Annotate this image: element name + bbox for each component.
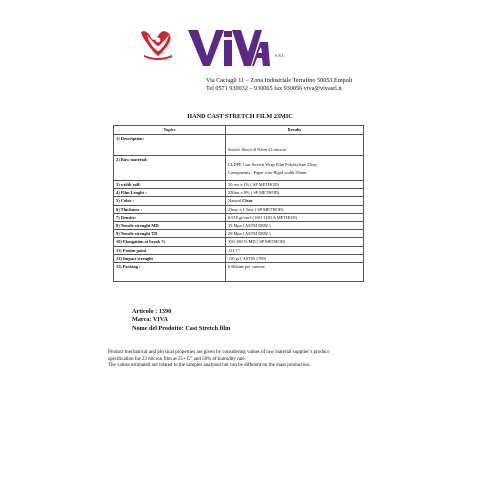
- topic-cell: 6) Thickness :: [114, 205, 226, 213]
- topic-cell: 9) Tensile strenght TD: [114, 230, 226, 238]
- topic-cell: 2) Raw material:: [114, 156, 226, 181]
- table-row: [114, 189, 364, 197]
- topic-cell: 3) width roll:: [114, 181, 226, 189]
- brand-suffix: S.R.L.: [275, 53, 286, 58]
- table-row: [114, 197, 364, 205]
- result-cell: 28 Mpa ( ASTM D882 ): [226, 230, 364, 238]
- table-row: [114, 135, 364, 156]
- table-row: [114, 181, 364, 189]
- company-address: Via Caciagli 11 – Zona Industriale Terrafino 50053 Empoli: [206, 77, 353, 84]
- table-row: [114, 222, 364, 230]
- table-row: [114, 263, 364, 282]
- result-cell: 50 cm ± 1% ( SP METHOD): [226, 181, 364, 189]
- topic-cell: 4) Film Lenght :: [114, 189, 226, 197]
- footnote-line: specification for 23 micron film at 25+ C° and 50% of humidity rate.: [108, 356, 246, 362]
- result-cell: 121 C°: [226, 246, 364, 254]
- table-header-row: [114, 126, 364, 135]
- article-number: Articolo : 1390: [132, 308, 172, 315]
- result-cell: 6 Bobine per cartone: [226, 263, 364, 282]
- result-cell: [226, 135, 364, 156]
- result-text: LLDPE Cast Stretch Wrap Film Polyetylene 23my: [228, 162, 318, 167]
- result-text: Components : Paper core Rigid width 50mm: [228, 170, 307, 176]
- result-text-bold: Clear: [242, 198, 253, 204]
- footnote-line: Product mechanical and physical properties are given by considering values of raw material supplier’s product: [108, 350, 329, 355]
- footnote: [108, 350, 329, 370]
- table-row: [114, 156, 364, 181]
- table-row: [114, 246, 364, 254]
- result-cell: 350-180 % MD ( SP METHOD): [226, 238, 364, 246]
- topic-cell: 11) Packing :: [114, 263, 226, 282]
- result-cell: 23my ± 1.5my ( SP METHOD): [226, 205, 364, 213]
- footnote-line: The values estimated are related to the samples analysed but can be different on the mass production.: [108, 363, 311, 369]
- result-cell: 250mt ± 8% ( SP METHOD): [226, 189, 364, 197]
- table-row: [114, 238, 364, 246]
- result-text: Natural: [228, 198, 243, 204]
- topic-cell: 5) Color :: [114, 197, 226, 205]
- topic-cell: 8) Tensile strenght MD: [114, 222, 226, 230]
- table-row: [114, 213, 364, 221]
- header-topics: Topics: [114, 126, 226, 135]
- result-cell: [226, 156, 364, 181]
- result-cell: 35 Mpa ( ASTM D882 ): [226, 222, 364, 230]
- result-cell: 110 gr ( ASTM 1709): [226, 254, 364, 262]
- topic-cell: 12) Impact strenght: [114, 254, 226, 262]
- company-contacts: Tel 0571 930032 – 930065 fax 930056 viva@vivasrl.it: [206, 85, 342, 93]
- article-brand: Marca: VIVA: [132, 316, 168, 324]
- result-text: Stretch film roll 50cm 23 micron: [228, 147, 286, 152]
- header-results: Results: [226, 126, 364, 135]
- viva-logo-icon: [138, 30, 178, 60]
- company-address-block: [206, 77, 352, 94]
- topic-cell: 1) Description:: [114, 135, 226, 156]
- topic-cell: 7) Density:: [114, 213, 226, 221]
- table-row: [114, 230, 364, 238]
- table-row: [114, 205, 364, 213]
- result-cell: 0.918 gr/cm3 ( ISO 1183 A METHOD): [226, 213, 364, 221]
- result-cell: [226, 197, 364, 205]
- topic-cell: 10) Elongation at break %: [114, 238, 226, 246]
- article-info: [132, 308, 230, 333]
- article-product-name: Nome del Prodotto: Cast Stretch film: [132, 324, 231, 332]
- viva-wordmark-icon: [186, 28, 272, 70]
- table-row: [114, 254, 364, 262]
- spec-table: [113, 125, 364, 282]
- document-title: HAND CAST STRETCH FILM 23MIC: [187, 113, 293, 120]
- topic-cell: 11) Fusion point: [114, 246, 226, 254]
